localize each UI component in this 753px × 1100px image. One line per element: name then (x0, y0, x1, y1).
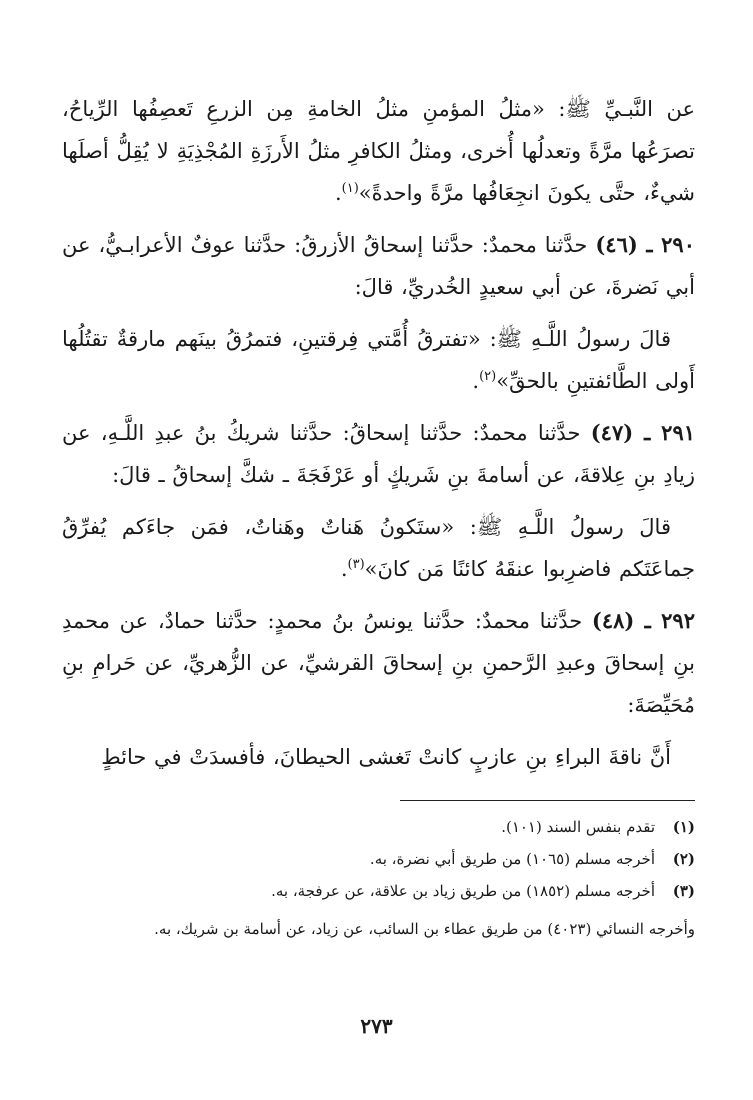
paragraph-text: عن النَّبـيِّ ﷺ: «مثلُ المؤمنِ مثلُ الخامةِ مِن الزرعِ تَعصِفُها الرِّياحُ، تصرَعُها مرَّةً وتعدلُها أُخرى، ومثلُ الكافرِ مثلُ الأَرزَةِ المُجْذِيَةِ لا يُقِلُّ أصلَها شيءٌ، حتَّى يكونَ انجِعَافُها مرَّةً واحدةً» (62, 97, 695, 205)
matn-291 (62, 506, 695, 590)
matn-text: قالَ رسولُ اللَّـهِ ﷺ: «ستَكونُ هَناتٌ وهَناتٌ، فمَن جاءَكم يُفرِّقُ جماعَتَكم فاضرِبوا عنقَهُ كائنًا مَن كانَ» (62, 515, 695, 581)
footnote-ref: (٢) (479, 369, 497, 384)
isnad-text: حدَّثنا محمدٌ: حدَّثنا يونسُ بنُ محمدٍ: حدَّثنا حمادٌ، عن محمدِ بنِ إسحاقَ وعبدِ الرَّحمنِ بنِ إسحاقَ القرشيِّ، عن الزُّهريِّ، عن حَرامِ بنِ مُحَيِّصَةَ: (62, 609, 695, 717)
paragraph-end: . (472, 369, 480, 393)
matn-text: قالَ رسولُ اللَّـهِ ﷺ: «تفترقُ أُمَّتي فِرقتينِ، فتمرُقُ بينَهم مارقةٌ تقتُلُها أَولى الطَّائفتينِ بالحقِّ» (62, 327, 695, 393)
footnote-3-continuation: وأخرجه النسائي (٤٠٢٣) من طريق عطاء بن السائب، عن زياد، عن أسامة بن شريك، به. (154, 920, 695, 938)
footnote-text: أخرجه مسلم (١٠٦٥) من طريق أبي نضرة، به. (369, 850, 655, 868)
footnote-ref: (١) (341, 181, 359, 196)
footnote-ref: (٣) (347, 557, 365, 572)
paragraph-1 (62, 88, 695, 214)
hadith-292 (62, 600, 695, 726)
main-text (62, 88, 695, 778)
footnote-2 (62, 843, 695, 875)
footnote-divider (400, 800, 695, 801)
hadith-290 (62, 224, 695, 308)
hadith-291 (62, 412, 695, 496)
book-page (62, 88, 695, 1060)
footnotes (62, 811, 695, 945)
isnad-text: حدَّثنا محمدٌ: حدَّثنا إسحاقُ الأزرقُ: حدَّثنا عوفٌ الأعرابـيُّ، عن أبي نَضرةَ، عن أبي سعيدٍ الخُدريِّ، قالَ: (62, 233, 695, 299)
hadith-number: ٢٩٢ ـ (٤٨) (591, 608, 695, 633)
footnote-number: (٣) (672, 882, 695, 900)
isnad-text: حدَّثنا محمدٌ: حدَّثنا إسحاقُ: حدَّثنا شريكُ بنُ عبدِ اللَّـهِ، عن زيادِ بنِ عِلاقةَ، عن أسامةَ بنِ شَريكٍ أو عَرْفَجَةَ ـ شكَّ إسحاقُ ـ قالَ: (62, 421, 695, 487)
footnote-text: أخرجه مسلم (١٨٥٢) من طريق زياد بن علاقة، عن عرفجة، به. (271, 882, 655, 900)
footnote-number: (٢) (672, 850, 695, 868)
paragraph-end: . (340, 557, 348, 581)
hadith-number: ٢٩٠ ـ (٤٦) (595, 232, 695, 257)
footnote-number: (١) (672, 818, 695, 836)
matn-text: أَنَّ ناقةَ البراءِ بنِ عازبٍ كانتْ تَغشى الحيطانَ، فأفسدَتْ في حائطٍ (101, 745, 671, 769)
footnote-3 (62, 875, 695, 907)
page-number: ٢٧٣ (360, 1014, 393, 1038)
matn-292 (62, 736, 695, 778)
matn-290 (62, 318, 695, 402)
footnote-text: تقدم بنفس السند (١٠١). (501, 818, 655, 836)
paragraph-end: . (334, 181, 342, 205)
footnote-1 (62, 811, 695, 843)
hadith-number: ٢٩١ ـ (٤٧) (590, 420, 696, 445)
